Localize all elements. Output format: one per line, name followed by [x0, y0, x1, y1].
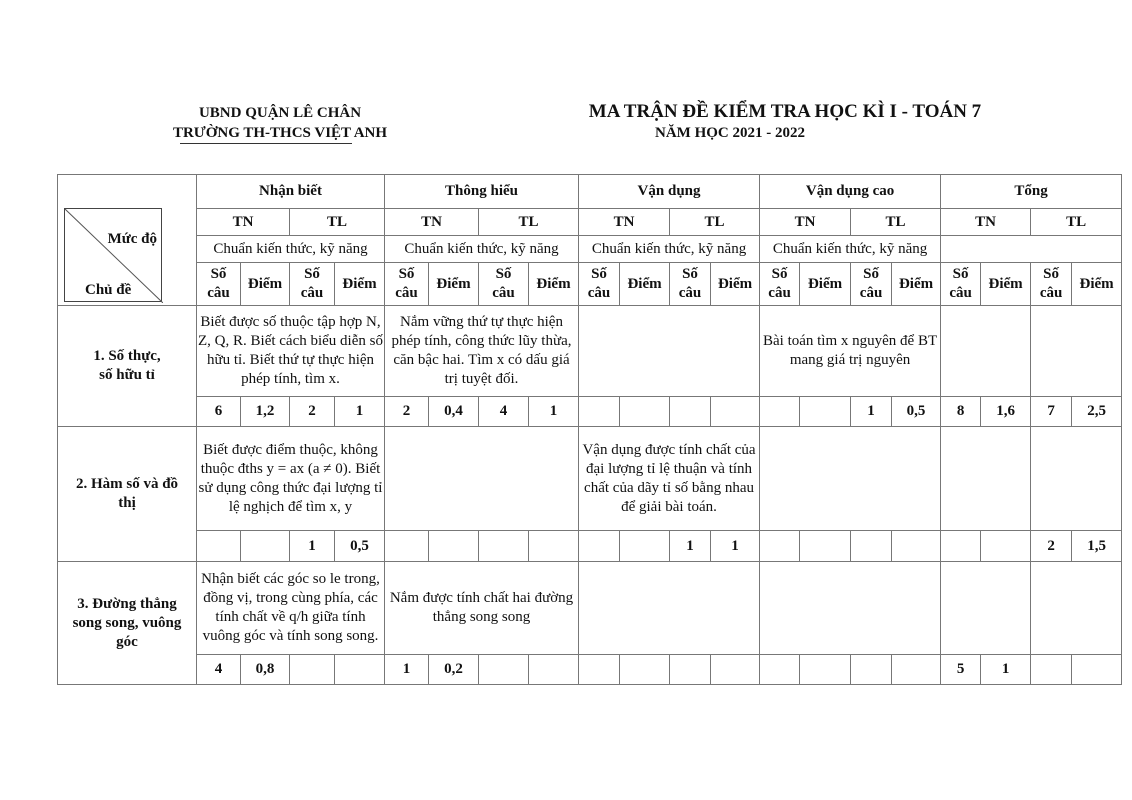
level-tong: Tổng	[941, 175, 1122, 209]
school-name-underline	[180, 143, 352, 144]
value-cell	[385, 531, 429, 562]
value-cell	[892, 655, 941, 685]
topic-2-nhan-biet-desc: Biết được điểm thuộc, không thuộc đths y = ax (a ≠ 0). Biết sử dụng công thức đại lượng tỉ lệ nghịch để tìm x, y	[197, 427, 385, 531]
topic-3-van-dung-cao-desc	[760, 562, 941, 655]
topic-3-total-tn-desc	[941, 562, 1031, 655]
tl-header: TL	[851, 209, 941, 236]
level-van-dung-cao: Vận dụng cao	[760, 175, 941, 209]
topic-1-nhan-biet-desc: Biết được số thuộc tập hợp N, Z, Q, R. Biết cách biểu diễn số hữu tỉ. Biết thứ tự thực hiện phép tính, tìm x.	[197, 306, 385, 397]
value-cell: 1	[851, 397, 892, 427]
tn-header: TN	[941, 209, 1031, 236]
topic-2-total-tn-desc	[941, 427, 1031, 531]
value-cell	[941, 531, 981, 562]
value-cell: 1	[335, 397, 385, 427]
topic-2-values-row	[58, 531, 1122, 562]
standard-header-empty	[941, 236, 1122, 263]
topic-2-thong-hieu-desc	[385, 427, 579, 531]
value-cell	[579, 531, 620, 562]
value-cell	[1031, 655, 1072, 685]
topic-axis-label: Chủ đề	[85, 282, 132, 298]
value-cell: 1	[670, 531, 711, 562]
topic-1-total-tl-desc	[1031, 306, 1122, 397]
value-cell: 1	[529, 397, 579, 427]
school-header	[150, 103, 410, 143]
so-cau-header: Số câu	[579, 263, 620, 306]
topic-3-thong-hieu-desc: Nắm được tính chất hai đường thẳng song song	[385, 562, 579, 655]
level-axis-label: Mức độ	[107, 231, 157, 247]
topic-1-van-dung-cao-desc: Bài toán tìm x nguyên để BT mang giá trị nguyên	[760, 306, 941, 397]
value-cell: 4	[197, 655, 241, 685]
tn-header: TN	[760, 209, 851, 236]
value-cell	[760, 397, 800, 427]
topic-3-description-row	[58, 562, 1122, 655]
document-title: MA TRẬN ĐỀ KIỂM TRA HỌC KÌ I - TOÁN 7	[588, 101, 982, 122]
value-cell	[800, 397, 851, 427]
value-cell	[981, 531, 1031, 562]
so-cau-header: Số câu	[851, 263, 892, 306]
standard-header: Chuẩn kiến thức, kỹ năng	[197, 236, 385, 263]
value-cell: 0,4	[429, 397, 479, 427]
value-cell: 1	[711, 531, 760, 562]
school-name: TRƯỜNG TH-THCS VIỆT ANH	[172, 125, 388, 141]
diem-header: Điểm	[241, 263, 290, 306]
value-cell: 2,5	[1072, 397, 1122, 427]
value-cell: 1,2	[241, 397, 290, 427]
exam-matrix-table	[57, 174, 1122, 685]
so-cau-header: Số câu	[290, 263, 335, 306]
tl-header: TL	[479, 209, 579, 236]
diem-header: Điểm	[620, 263, 670, 306]
topic-3-name: 3. Đường thẳng song song, vuông góc	[58, 562, 197, 685]
so-cau-header: Số câu	[385, 263, 429, 306]
value-cell	[760, 655, 800, 685]
topic-1-total-tn-desc	[941, 306, 1031, 397]
value-cell	[670, 655, 711, 685]
diem-header: Điểm	[981, 263, 1031, 306]
corner-header-cell	[58, 175, 197, 306]
standard-header: Chuẩn kiến thức, kỹ năng	[579, 236, 760, 263]
value-cell	[851, 531, 892, 562]
value-cell	[529, 531, 579, 562]
diem-header: Điểm	[335, 263, 385, 306]
value-cell: 7	[1031, 397, 1072, 427]
topic-1-thong-hieu-desc: Nắm vững thứ tự thực hiện phép tính, công thức lũy thừa, căn bậc hai. Tìm x có dấu giá trị tuyệt đối.	[385, 306, 579, 397]
value-cell: 2	[290, 397, 335, 427]
topic-1-name: 1. Số thực, số hữu tỉ	[58, 306, 197, 427]
subheader-row	[58, 263, 1122, 306]
value-cell	[479, 655, 529, 685]
value-cell: 0,2	[429, 655, 479, 685]
value-cell: 1,6	[981, 397, 1031, 427]
level-van-dung: Vận dụng	[579, 175, 760, 209]
topic-1-values-row	[58, 397, 1122, 427]
tn-header: TN	[385, 209, 479, 236]
topic-2-total-tl-desc	[1031, 427, 1122, 531]
district-name: UBND QUẬN LÊ CHÂN	[198, 105, 362, 121]
tl-header: TL	[1031, 209, 1122, 236]
topic-2-name: 2. Hàm số và đồ thị	[58, 427, 197, 562]
value-cell	[241, 531, 290, 562]
so-cau-header: Số câu	[670, 263, 711, 306]
tn-header: TN	[579, 209, 670, 236]
diem-header: Điểm	[711, 263, 760, 306]
value-cell	[800, 531, 851, 562]
so-cau-header: Số câu	[941, 263, 981, 306]
value-cell	[620, 531, 670, 562]
standard-header: Chuẩn kiến thức, kỹ năng	[385, 236, 579, 263]
so-cau-header: Số câu	[760, 263, 800, 306]
value-cell: 2	[385, 397, 429, 427]
value-cell	[892, 531, 941, 562]
value-cell: 8	[941, 397, 981, 427]
so-cau-header: Số câu	[1031, 263, 1072, 306]
topic-1-description-row	[58, 306, 1122, 397]
value-cell: 6	[197, 397, 241, 427]
value-cell: 1,5	[1072, 531, 1122, 562]
topic-2-van-dung-cao-desc	[760, 427, 941, 531]
so-cau-header: Số câu	[197, 263, 241, 306]
value-cell: 1	[981, 655, 1031, 685]
school-year: NĂM HỌC 2021 - 2022	[655, 125, 805, 141]
value-cell	[429, 531, 479, 562]
value-cell: 5	[941, 655, 981, 685]
value-cell: 0,5	[892, 397, 941, 427]
value-cell	[670, 397, 711, 427]
topic-3-values-row	[58, 655, 1122, 685]
value-cell	[620, 397, 670, 427]
so-cau-header: Số câu	[479, 263, 529, 306]
diem-header: Điểm	[892, 263, 941, 306]
value-cell: 4	[479, 397, 529, 427]
topic-3-total-tl-desc	[1031, 562, 1122, 655]
value-cell: 0,5	[335, 531, 385, 562]
standard-header: Chuẩn kiến thức, kỹ năng	[760, 236, 941, 263]
value-cell	[579, 397, 620, 427]
value-cell	[620, 655, 670, 685]
value-cell	[335, 655, 385, 685]
topic-3-van-dung-desc	[579, 562, 760, 655]
diem-header: Điểm	[529, 263, 579, 306]
value-cell	[711, 397, 760, 427]
diem-header: Điểm	[429, 263, 479, 306]
value-cell	[479, 531, 529, 562]
value-cell	[290, 655, 335, 685]
level-nhan-biet: Nhận biết	[197, 175, 385, 209]
value-cell: 1	[385, 655, 429, 685]
tn-header: TN	[197, 209, 290, 236]
topic-3-nhan-biet-desc: Nhận biết các góc so le trong, đồng vị, trong cùng phía, các tính chất về q/h giữa tính vuông góc và tính song song.	[197, 562, 385, 655]
value-cell	[197, 531, 241, 562]
value-cell: 2	[1031, 531, 1072, 562]
level-thong-hieu: Thông hiểu	[385, 175, 579, 209]
value-cell	[800, 655, 851, 685]
topic-2-description-row	[58, 427, 1122, 531]
topic-2-van-dung-desc: Vận dụng được tính chất của đại lượng tỉ lệ thuận và tính chất của dãy tỉ số bằng nhau để giải bài toán.	[579, 427, 760, 531]
value-cell	[529, 655, 579, 685]
diagonal-box	[64, 208, 162, 302]
tl-header: TL	[670, 209, 760, 236]
value-cell: 1	[290, 531, 335, 562]
diem-header: Điểm	[1072, 263, 1122, 306]
topic-1-van-dung-desc	[579, 306, 760, 397]
value-cell	[1072, 655, 1122, 685]
diem-header: Điểm	[800, 263, 851, 306]
value-cell	[711, 655, 760, 685]
value-cell	[760, 531, 800, 562]
value-cell: 0,8	[241, 655, 290, 685]
value-cell	[579, 655, 620, 685]
value-cell	[851, 655, 892, 685]
tl-header: TL	[290, 209, 385, 236]
